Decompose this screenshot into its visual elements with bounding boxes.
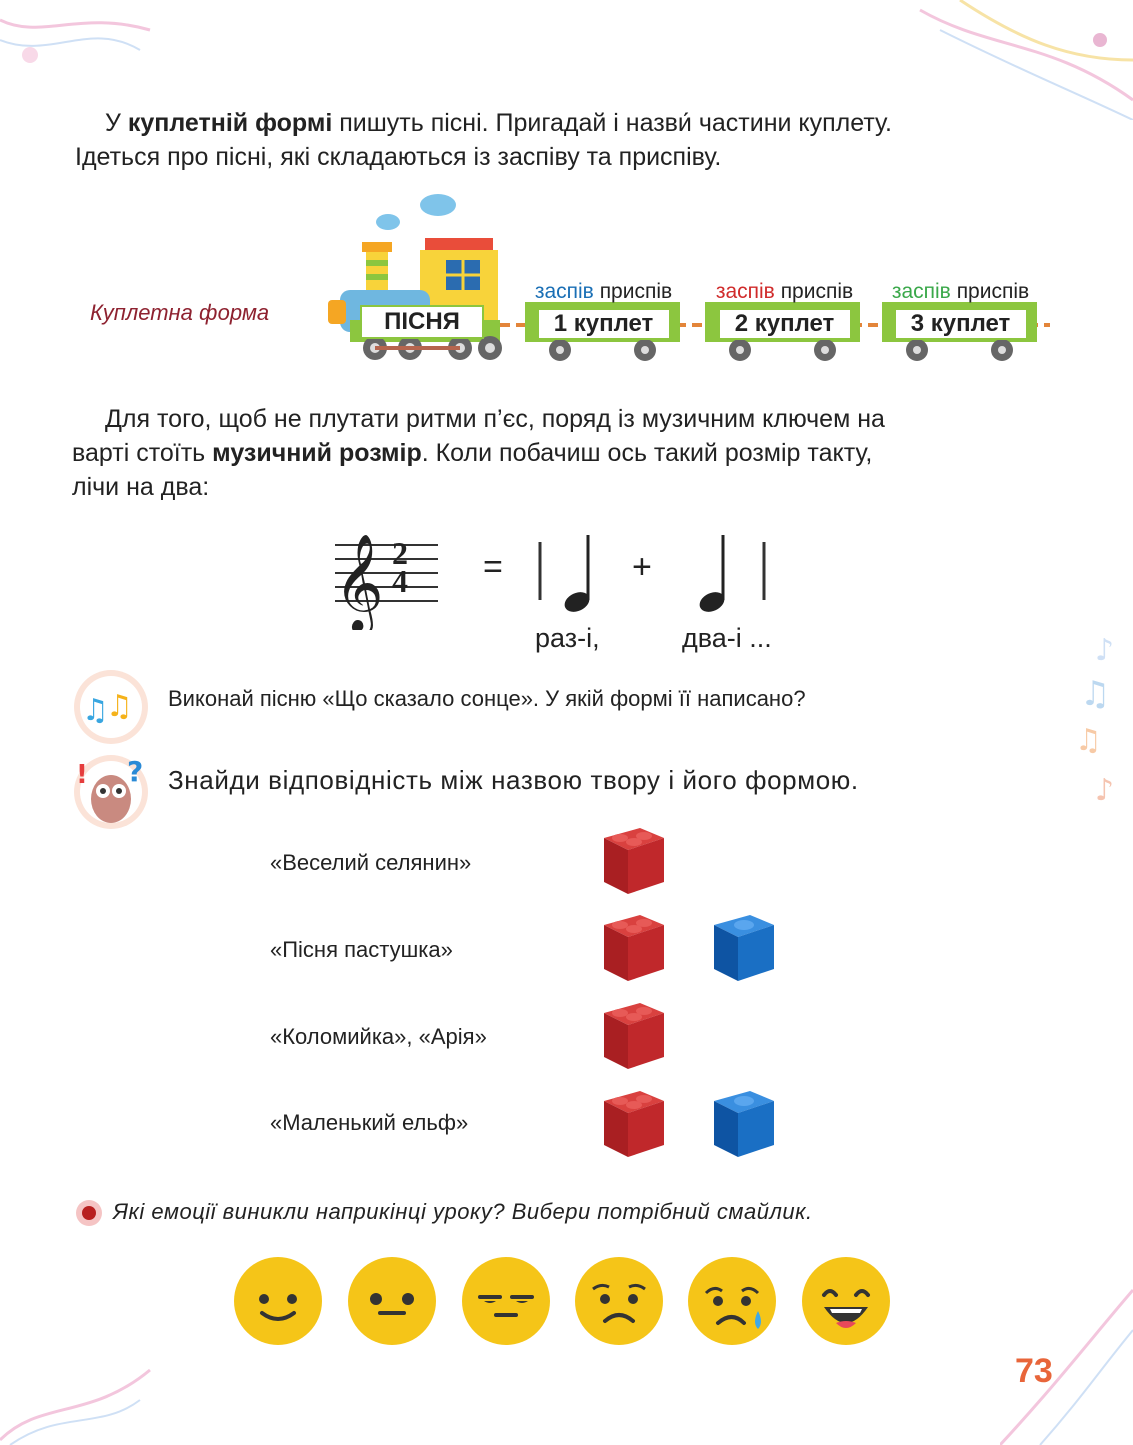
- meter-line-2: варті стоїть музичний розмір. Коли побачиш ось такий розмір такту,: [72, 439, 873, 467]
- reflection-bullet-icon: [75, 1199, 103, 1227]
- meter-line-1: Для того, щоб не плутати ритми п’єс, поряд із музичним ключем на: [105, 405, 885, 433]
- wagon-2: [697, 280, 872, 340]
- quarter-note-icon: [561, 535, 592, 616]
- red-brick-icon: [600, 907, 666, 983]
- term-musical-meter: музичний розмір: [212, 439, 422, 467]
- blue-brick-icon: [710, 1083, 776, 1159]
- term-couplet-form: куплетній формі: [127, 109, 333, 137]
- wagon-label: 1 куплет: [537, 308, 671, 340]
- notes-decoration-right: [1070, 630, 1133, 810]
- time-signature-top: 2: [392, 535, 408, 571]
- piece-title-1: «Веселий селянин»: [270, 850, 472, 875]
- verse-label: заспів: [715, 280, 775, 303]
- quarter-note-icon: [696, 535, 727, 616]
- reflection-text: Які емоції виникли наприкінці уроку? Вибери потрібний смайлик.: [113, 1199, 813, 1224]
- blue-brick-icon: [710, 907, 776, 983]
- intro-line-2: Ідеться про пісні, які складаються із заспіву та приспіву.: [75, 143, 722, 171]
- svg-text:♪: ♪: [1095, 633, 1115, 668]
- verse-label: заспів: [534, 280, 594, 303]
- svg-text:?: ?: [127, 755, 144, 788]
- equals-sign: =: [483, 548, 503, 586]
- piece-title-2: «Пісня пастушка»: [270, 937, 453, 962]
- red-brick-icon: [600, 1083, 666, 1159]
- smiley-smile-icon[interactable]: [232, 1255, 324, 1347]
- corner-decoration-top-left: [0, 0, 160, 80]
- svg-text:!: !: [76, 760, 88, 790]
- sing-task-icon: [72, 668, 150, 746]
- wagon-label: 3 куплет: [894, 308, 1028, 340]
- count-label-1: раз-і,: [535, 623, 600, 653]
- time-signature-bottom: 4: [392, 563, 408, 599]
- red-brick-icon: [600, 995, 666, 1071]
- svg-text:♫: ♫: [1080, 674, 1111, 714]
- corner-decoration-top-right: [900, 0, 1133, 120]
- wagon-3: [873, 280, 1048, 340]
- count-label-2: два-і ...: [682, 623, 772, 653]
- piece-title-4: «Маленький ельф»: [270, 1110, 469, 1135]
- plus-sign: +: [632, 548, 652, 586]
- red-brick-icon: [600, 820, 666, 896]
- couplet-form-label: Куплетна форма: [90, 300, 270, 325]
- treble-clef-icon: 𝄞: [334, 533, 384, 630]
- meter-line-3: лічи на два:: [72, 473, 210, 501]
- staff-with-treble-clef: [330, 515, 445, 630]
- engine-label: ПІСНЯ: [360, 305, 484, 339]
- page-number: 73: [1015, 1352, 1053, 1390]
- svg-text:♫: ♫: [82, 693, 109, 728]
- chorus-label: приспів: [599, 280, 673, 303]
- smiley-worried-icon[interactable]: [573, 1255, 665, 1347]
- svg-text:♫: ♫: [1075, 723, 1102, 758]
- smiley-laughing-icon[interactable]: [800, 1255, 892, 1347]
- smiley-neutral-icon[interactable]: [346, 1255, 438, 1347]
- chorus-label: приспів: [956, 280, 1030, 303]
- verse-label: заспів: [891, 280, 951, 303]
- meter-paragraph: [72, 402, 1047, 504]
- rhythm-bar: [530, 530, 780, 620]
- wagon-label: 2 куплет: [718, 308, 852, 340]
- svg-text:♪: ♪: [1095, 773, 1115, 808]
- smiley-unamused-icon[interactable]: [460, 1255, 552, 1347]
- wagon-1: [516, 280, 691, 340]
- intro-paragraph: [75, 106, 1047, 174]
- task-1-text: Виконай пісню «Що сказало сонце». У якій формі її написано?: [168, 686, 806, 711]
- chorus-label: приспів: [780, 280, 854, 303]
- task-2-text: Знайди відповідність між назвою твору і його формою.: [168, 765, 859, 795]
- intro-line-1: У куплетній формі пишуть пісні. Пригадай і назви́ частини куплету.: [105, 109, 892, 137]
- owl-question-icon: [72, 753, 150, 831]
- corner-decoration-bottom-left: [0, 1340, 160, 1445]
- smiley-crying-icon[interactable]: [686, 1255, 778, 1347]
- piece-title-3: «Коломийка», «Арія»: [270, 1024, 487, 1049]
- svg-text:♫: ♫: [106, 689, 133, 724]
